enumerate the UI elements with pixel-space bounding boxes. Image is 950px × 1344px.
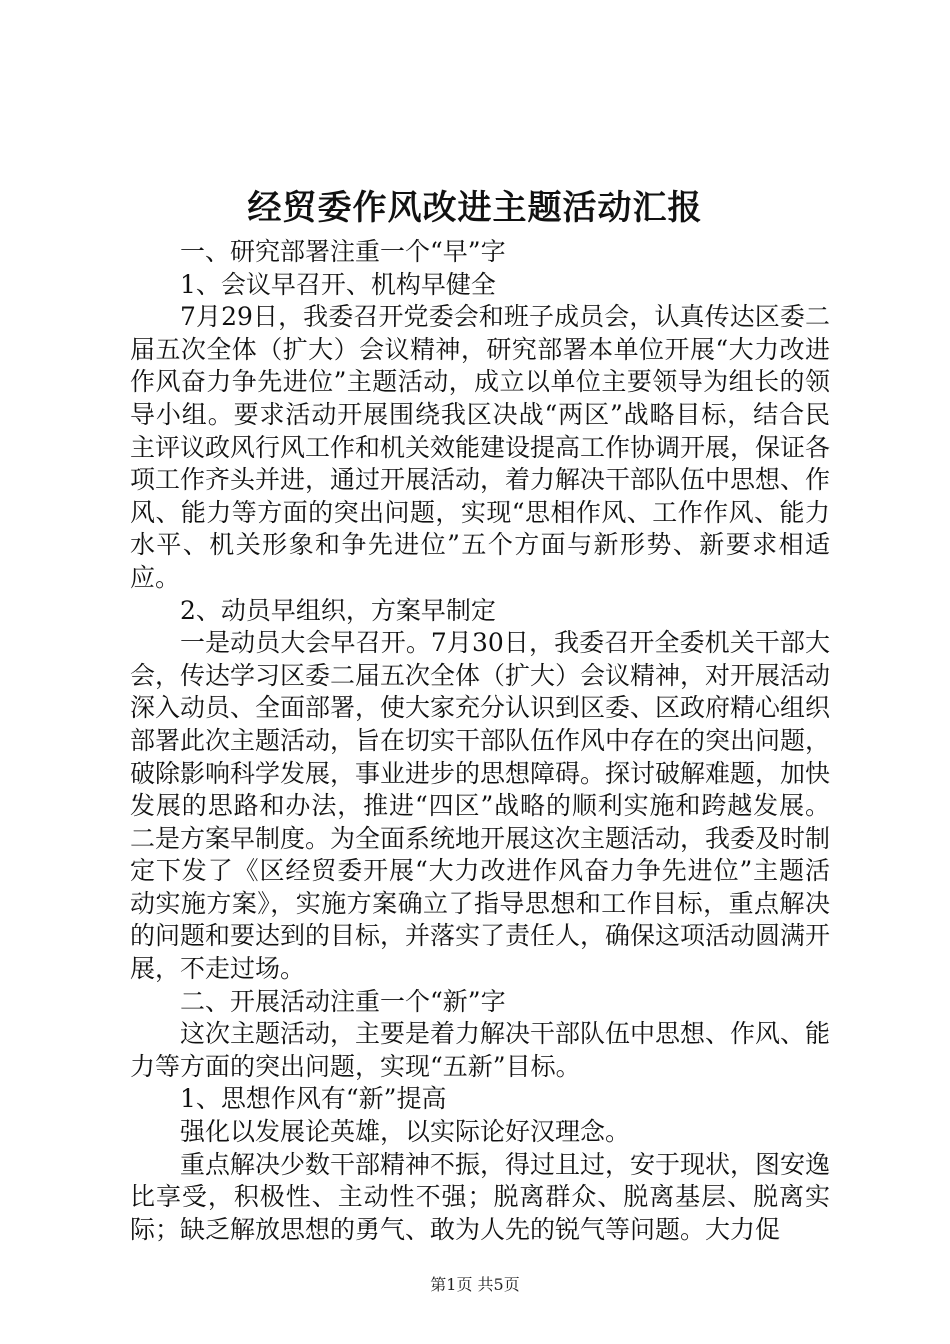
document-title: 经贸委作风改进主题活动汇报 xyxy=(247,188,703,228)
body-paragraph: 强化以发展论英雄，以实际论好汉理念。 xyxy=(180,1117,631,1147)
subsection-heading-1-2: 2、动员早组织，方案早制定 xyxy=(180,595,496,625)
document-body xyxy=(130,236,830,1246)
body-paragraph: 这次主题活动，主要是着力解决干部队伍中思想、作风、能力等方面的突出问题，实现“五新”目标。 xyxy=(130,1019,831,1081)
subsection-heading-1-1: 1、会议早召开、机构早健全 xyxy=(180,269,496,299)
section-heading-2: 二、开展活动注重一个“新”字 xyxy=(180,986,506,1016)
subsection-heading-2-1: 1、思想作风有“新”提高 xyxy=(180,1084,447,1114)
body-paragraph: 重点解决少数干部精神不振，得过且过，安于现状，图安逸比享受，积极性、主动性不强；脱离群众、脱离基层、脱离实际；缺乏解放思想的勇气、敢为人先的锐气等问题。大力促 xyxy=(130,1149,831,1244)
body-paragraph: 一是动员大会早召开。7月30日，我委召开全委机关干部大会，传达学习区委二届五次全体（扩大）会议精神，对开展活动深入动员、全面部署，使大家充分认识到区委、区政府精心组织部署此次主题活动，旨在切实干部队伍作风中存在的突出问题，破除影响科学发展，事业进步的思想障碍。探讨破解难题，加快发展的思路和办法，推进“四区”战略的顺利实施和跨越发展。二是方案早制度。为全面系统地开展这次主题活动，我委及时制定下发了《区经贸委开展“大力改进作风奋力争先进位”主题活动实施方案》，实施方案确立了指导思想和工作目标，重点解决的问题和要达到的目标，并落实了责任人，确保这项活动圆满开展，不走过场。 xyxy=(130,628,831,984)
section-heading-1: 一、研究部署注重一个“早”字 xyxy=(180,237,506,266)
body-paragraph: 7月29日，我委召开党委会和班子成员会，认真传达区委二届五次全体（扩大）会议精神，研究部署本单位开展“大力改进作风奋力争先进位”主题活动，成立以单位主要领导为组长的领导小组。要求活动开展围绕我区决战“两区”战略目标，结合民主评议政风行风工作和机关效能建设提高工作协调开展，保证各项工作齐头并进，通过开展活动，着力解决干部队伍中思想、作风、能力等方面的突出问题，实现“思相作风、工作作风、能力水平、机关形象和争先进位”五个方面与新形势、新要求相适应。 xyxy=(130,302,831,592)
page-footer: 第1页 共5页 xyxy=(430,1275,520,1294)
